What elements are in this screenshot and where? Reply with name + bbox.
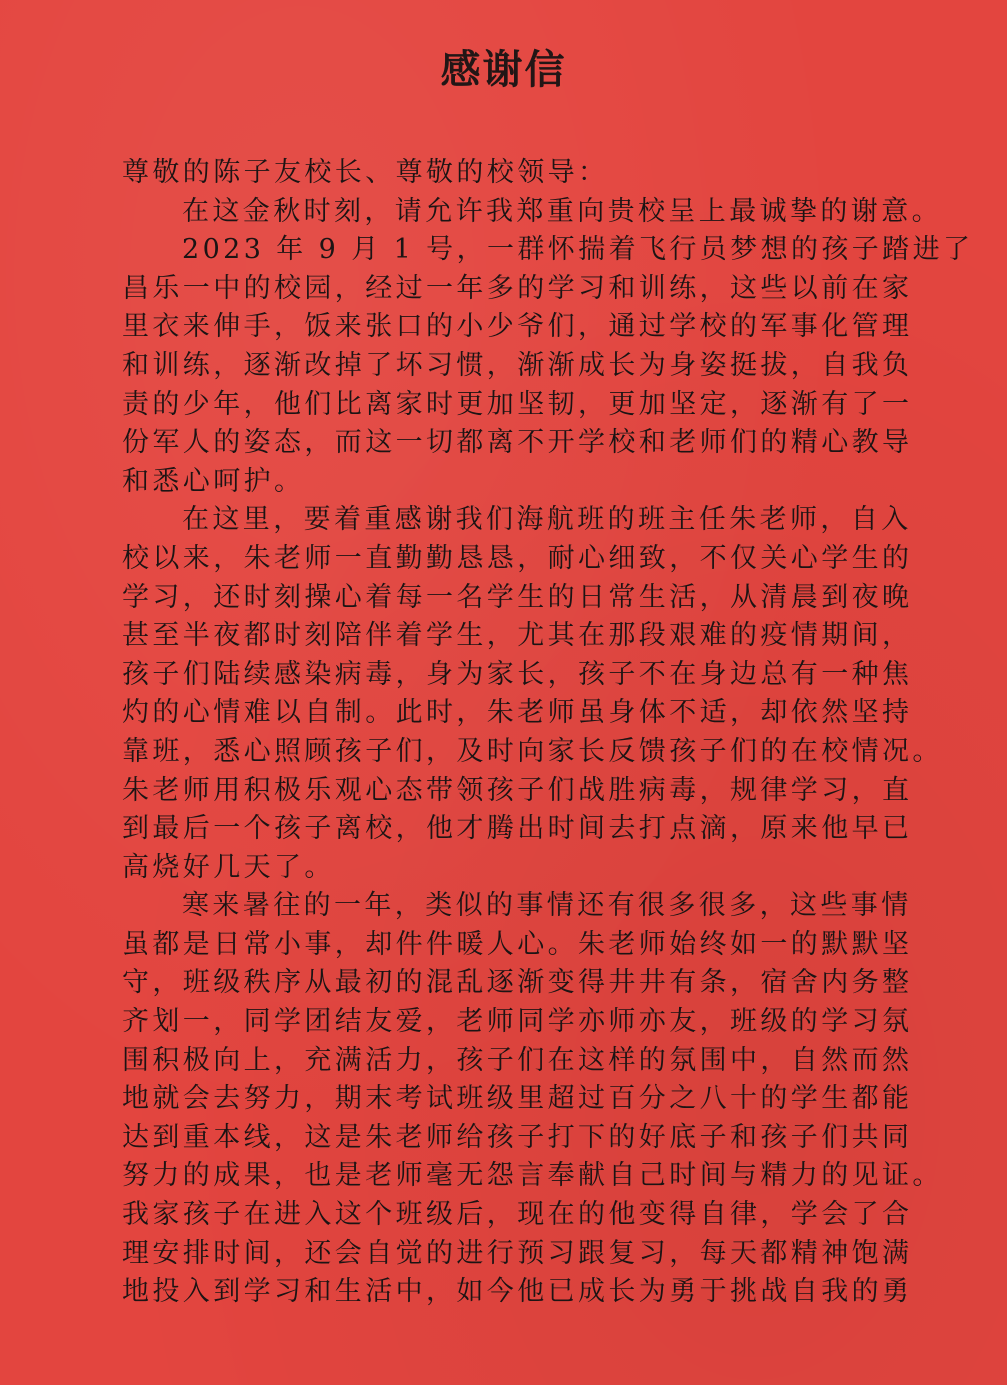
paragraph-line: 到最后一个孩子离校，他才腾出时间去打点滴，原来他早已 [122,813,913,845]
paragraph-line: 我家孩子在进入这个班级后，现在的他变得自律，学会了合 [122,1199,913,1231]
paragraph-line: 靠班，悉心照顾孩子们，及时向家长反馈孩子们的在校情况。 [122,735,943,767]
paragraph-line: 虽都是日常小事，却件件暖人心。朱老师始终如一的默默坚 [122,928,913,960]
paragraph-line: 守，班级秩序从最初的混乱逐渐变得井井有条，宿舍内务整 [122,967,913,999]
paragraph-line: 里衣来伸手，饭来张口的小少爷们，通过学校的军事化管理 [122,311,913,343]
paragraph-line: 灼的心情难以自制。此时，朱老师虽身体不适，却依然坚持 [122,697,913,729]
paragraph-line: 2023 年 9 月 1 号，一群怀揣着飞行员梦想的孩子踏进了 [182,234,974,266]
paragraph-line: 理安排时间，还会自觉的进行预习跟复习，每天都精神饱满 [122,1237,913,1269]
paragraph-line: 和训练，逐渐改掉了坏习惯，渐渐成长为身姿挺拔，自我负 [122,349,913,381]
paragraph-line: 达到重本线，这是朱老师给孩子打下的好底子和孩子们共同 [122,1121,913,1153]
paragraph-line: 昌乐一中的校园，经过一年多的学习和训练，这些以前在家 [122,272,913,304]
paragraph-line: 齐划一，同学团结友爱，老师同学亦师亦友，班级的学习氛 [122,1006,913,1038]
paragraph-line: 责的少年，他们比离家时更加坚韧，更加坚定，逐渐有了一 [122,388,913,420]
paragraph-line: 地投入到学习和生活中，如今他已成长为勇于挑战自我的勇 [122,1276,913,1308]
letter-title: 感谢信 [440,47,567,93]
letter-body [122,154,974,1312]
paragraph-line: 朱老师用积极乐观心态带领孩子们战胜病毒，规律学习，直 [122,774,913,806]
paragraph-line: 围积极向上，充满活力，孩子们在这样的氛围中，自然而然 [122,1044,913,1076]
paragraph-line: 寒来暑往的一年，类似的事情还有很多很多，这些事情 [182,890,912,922]
salutation: 尊敬的陈子友校长、尊敬的校领导： [122,157,609,188]
paragraph-line: 高烧好几天了。 [122,851,335,883]
paragraph-line: 校以来，朱老师一直勤勤恳恳，耐心细致，不仅关心学生的 [122,542,913,574]
paragraph-line: 份军人的姿态，而这一切都离不开学校和老师们的精心教导 [122,427,913,459]
paragraph-line: 和悉心呵护。 [122,465,305,497]
paragraph-line: 甚至半夜都时刻陪伴着学生，尤其在那段艰难的疫情期间， [122,620,913,652]
paragraph-line: 在这里，要着重感谢我们海航班的班主任朱老师，自入 [182,504,912,536]
paragraph-line: 在这金秋时刻，请允许我郑重向贵校呈上最诚挚的谢意。 [182,195,942,227]
paragraph-line: 孩子们陆续感染病毒，身为家长，孩子不在身边总有一种焦 [122,658,913,690]
paragraph-line: 努力的成果，也是老师毫无怨言奉献自己时间与精力的见证。 [122,1160,943,1192]
paragraph-line: 学习，还时刻操心着每一名学生的日常生活，从清晨到夜晚 [122,581,913,613]
paragraph-line: 地就会去努力，期末考试班级里超过百分之八十的学生都能 [122,1083,913,1115]
